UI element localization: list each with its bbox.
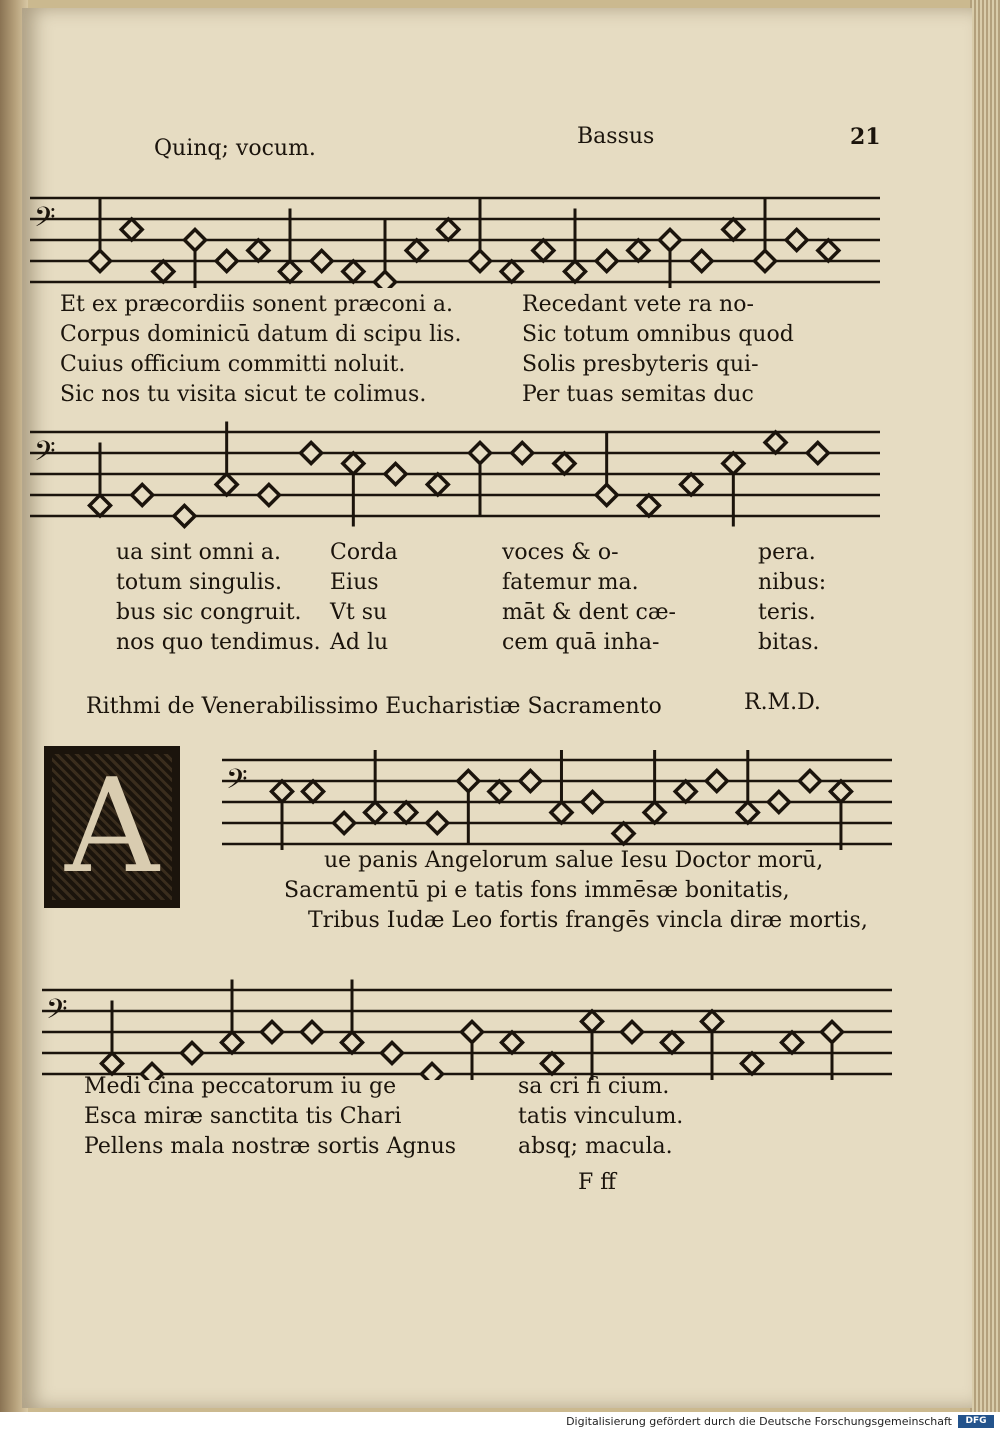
composer-attribution: R.M.D. — [744, 690, 821, 715]
note-head — [830, 781, 851, 802]
lyric-line: voces & o- — [502, 540, 619, 565]
lyric-line: tatis vinculum. — [518, 1104, 684, 1129]
note-head — [681, 474, 702, 495]
lyric-line: māt & dent cæ- — [502, 600, 676, 625]
note-head — [628, 240, 649, 261]
note-head — [702, 1011, 723, 1032]
note-head — [385, 464, 406, 485]
note-head — [222, 1032, 243, 1053]
decorated-initial — [44, 746, 180, 908]
note-head — [622, 1022, 643, 1043]
note-head — [343, 261, 364, 282]
note-head — [723, 453, 744, 474]
lyric-line: Solis presbyteris qui- — [522, 352, 759, 377]
note-head — [382, 1043, 403, 1064]
lyric-line: ua sint omni a. — [116, 540, 282, 565]
note-head — [638, 495, 659, 516]
bass-clef-icon: 𝄢 — [46, 992, 68, 1032]
note-head — [302, 1022, 323, 1043]
note-head — [90, 251, 111, 272]
lyric-line: bitas. — [758, 630, 820, 655]
lyric-line: Per tuas semitas duc — [522, 382, 754, 407]
lyrics-system-4-right — [518, 1072, 683, 1162]
running-header-left: Quinq; vocum. — [154, 136, 316, 161]
note-head — [303, 781, 324, 802]
lyric-line: fatemur ma. — [502, 570, 639, 595]
note-head — [613, 823, 634, 844]
note-head — [768, 792, 789, 813]
lyrics-system-1-right — [522, 290, 794, 410]
staff-system-2 — [30, 408, 880, 538]
lyric-line: Eius — [330, 570, 379, 595]
note-head — [542, 1053, 563, 1074]
footer-credit: Digitalisierung gefördert durch die Deutsche Forschungsgemeinschaft — [566, 1415, 952, 1428]
lyric-line: cem quā inha- — [502, 630, 660, 655]
signature-mark: F ff — [578, 1170, 616, 1195]
note-head — [365, 802, 386, 823]
note-head — [691, 251, 712, 272]
lyric-line: sa cri fi cium. — [518, 1074, 670, 1099]
note-head — [520, 771, 541, 792]
note-head — [272, 781, 293, 802]
lyric-line: Corda — [330, 540, 398, 565]
note-head — [216, 251, 237, 272]
note-head — [153, 261, 174, 282]
lyric-line: bus sic congruit. — [116, 600, 302, 625]
note-head — [121, 219, 142, 240]
note-head — [301, 443, 322, 464]
note-head — [174, 506, 195, 527]
note-head — [662, 1032, 683, 1053]
note-head — [396, 802, 417, 823]
note-head — [582, 792, 603, 813]
note-head — [822, 1022, 843, 1043]
note-head — [807, 443, 828, 464]
note-head — [102, 1053, 123, 1074]
note-head — [280, 261, 301, 282]
note-head — [660, 230, 681, 251]
lyrics-system-4-left — [84, 1072, 456, 1162]
note-head — [132, 485, 153, 506]
lyrics-system-2-col-2 — [330, 538, 398, 658]
lyric-line: Vt su — [330, 600, 388, 625]
lyric-line: nibus: — [758, 570, 827, 595]
page-edges — [970, 0, 1000, 1412]
note-head — [462, 1022, 483, 1043]
note-head — [343, 453, 364, 474]
running-header-voice: Bassus — [577, 124, 655, 149]
initial-letter: A — [65, 750, 159, 902]
lyric-line: Cuius officium committi noluit. — [60, 352, 406, 377]
lyric-line: Sic nos tu visita sicut te colimus. — [60, 382, 427, 407]
note-head — [742, 1053, 763, 1074]
page-number: 21 — [850, 124, 881, 150]
note-head — [489, 781, 510, 802]
lyric-line: pera. — [758, 540, 816, 565]
note-head — [644, 802, 665, 823]
lyric-line: Recedant vete ra no- — [522, 292, 754, 317]
note-head — [782, 1032, 803, 1053]
note-head — [786, 230, 807, 251]
bass-clef-icon: 𝄢 — [226, 762, 248, 802]
note-head — [765, 432, 786, 453]
lyric-line: Et ex præcordiis sonent præconi a. — [60, 292, 453, 317]
note-head — [216, 474, 237, 495]
lyric-line: teris. — [758, 600, 816, 625]
note-head — [723, 219, 744, 240]
note-head — [755, 251, 776, 272]
lyric-line: Sacramentū pi e tatis fons immēsæ bonitatis, — [284, 878, 790, 903]
note-head — [799, 771, 820, 792]
lyric-line: Ad lu — [330, 630, 389, 655]
note-head — [427, 813, 448, 834]
lyrics-system-2-col-3 — [502, 538, 676, 658]
lyric-line: nos quo tendimus. — [116, 630, 321, 655]
note-head — [248, 240, 269, 261]
lyric-line: Sic totum omnibus quod — [522, 322, 794, 347]
lyric-line: ue panis Angelorum salue Iesu Doctor morū, — [324, 848, 824, 873]
note-head — [262, 1022, 283, 1043]
note-head — [706, 771, 727, 792]
note-head — [342, 1032, 363, 1053]
note-head — [554, 453, 575, 474]
note-head — [675, 781, 696, 802]
note-head — [551, 802, 572, 823]
piece-title: Rithmi de Venerabilissimo Eucharistiæ Sacramento — [86, 694, 662, 719]
note-head — [818, 240, 839, 261]
note-head — [470, 443, 491, 464]
note-head — [90, 495, 111, 516]
page — [22, 8, 972, 1408]
lyrics-system-2-col-4 — [758, 538, 826, 658]
lyric-line: Esca miræ sanctita tis Chari — [84, 1104, 402, 1129]
lyric-line: totum singulis. — [116, 570, 283, 595]
note-head — [596, 485, 617, 506]
note-head — [311, 251, 332, 272]
staff-system-1 — [30, 168, 880, 288]
lyric-line: Pellens mala nostræ sortis Agnus — [84, 1134, 457, 1159]
footer-bar — [0, 1412, 1000, 1431]
bass-clef-icon: 𝄢 — [34, 200, 56, 240]
lyric-line: absq; macula. — [518, 1134, 673, 1159]
note-head — [565, 261, 586, 282]
note-head — [258, 485, 279, 506]
note-head — [427, 474, 448, 495]
lyrics-system-3 — [284, 846, 868, 936]
note-head — [470, 251, 491, 272]
note-head — [406, 240, 427, 261]
staff-system-4 — [42, 970, 892, 1080]
staff-system-3 — [222, 750, 892, 850]
lyric-line: Medi cina peccatorum iu ge — [84, 1074, 397, 1099]
lyric-line: Tribus Iudæ Leo fortis frangēs vincla diræ mortis, — [308, 908, 868, 933]
note-head — [533, 240, 554, 261]
lyrics-system-2-col-1 — [116, 538, 321, 658]
note-head — [185, 230, 206, 251]
lyric-line: Corpus dominicū datum di scipu lis. — [60, 322, 462, 347]
note-head — [501, 261, 522, 282]
note-head — [512, 443, 533, 464]
note-head — [502, 1032, 523, 1053]
note-head — [182, 1043, 203, 1064]
note-head — [582, 1011, 603, 1032]
dfg-logo: DFG — [958, 1415, 994, 1428]
note-head — [438, 219, 459, 240]
bass-clef-icon: 𝄢 — [34, 434, 56, 474]
note-head — [737, 802, 758, 823]
lyrics-system-1-left — [60, 290, 461, 410]
note-head — [334, 813, 355, 834]
note-head — [596, 251, 617, 272]
note-head — [458, 771, 479, 792]
note-head — [375, 272, 396, 289]
